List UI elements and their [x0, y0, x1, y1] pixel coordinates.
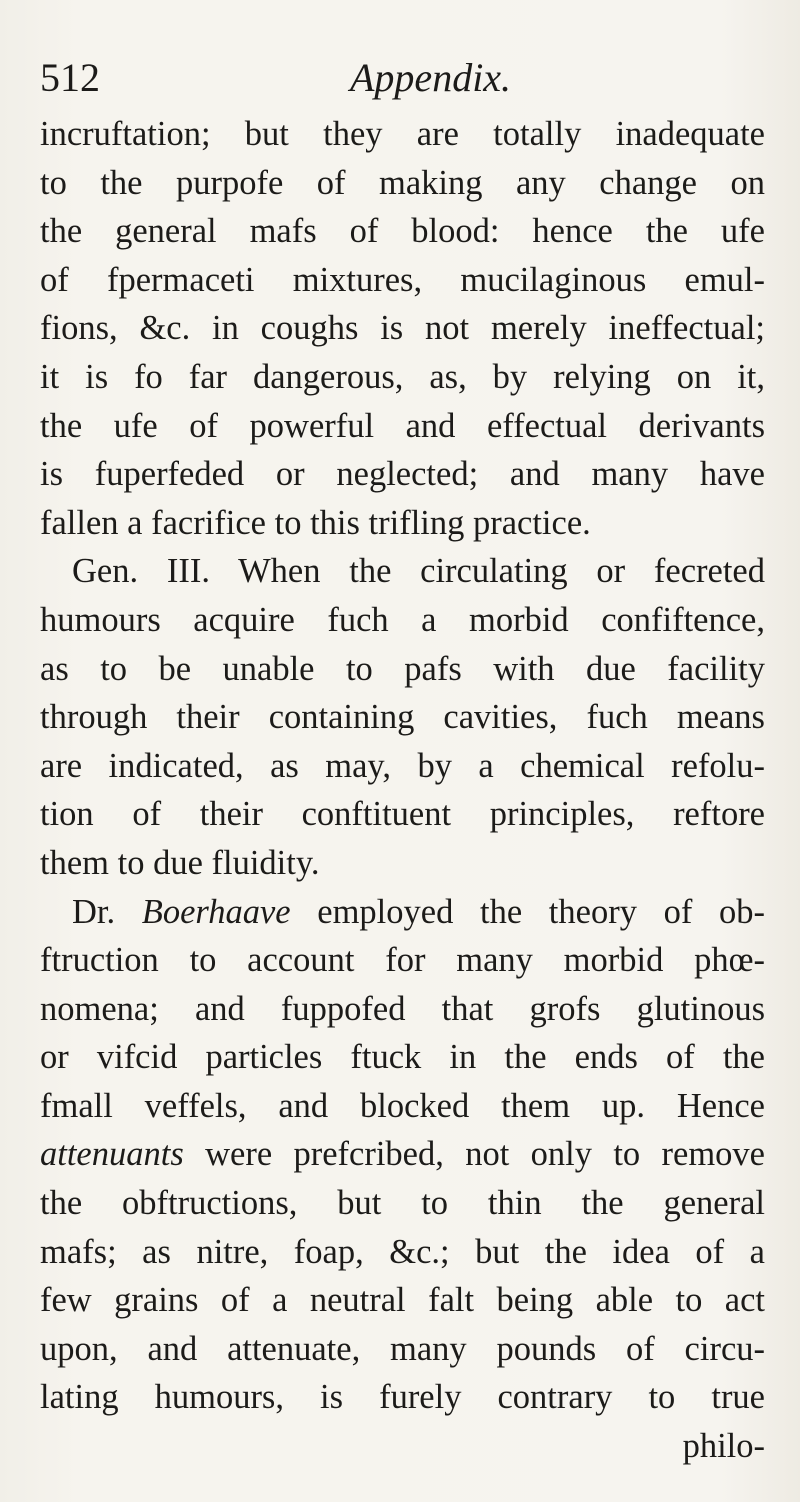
- text-line-8: is fuperfeded or neglected; and many have: [40, 455, 765, 494]
- text-line-12: as to be unable to pafs with due facility: [40, 649, 765, 688]
- text-line-7: the ufe of powerful and effectual derivants: [40, 406, 765, 445]
- text-line-22: [40, 1130, 765, 1179]
- text-line-17-italic: Boerhaave: [141, 892, 291, 931]
- page-number: 512: [40, 55, 100, 100]
- text-line-22-post: were prefcribed, not only to remove: [183, 1135, 765, 1174]
- text-line-9: fallen a facrifice to this trifling practice.: [40, 503, 591, 542]
- text-line-19: nomena; and fuppofed that grofs glutinous: [40, 989, 765, 1028]
- body-text: [40, 110, 765, 1471]
- text-line-17: [40, 888, 765, 937]
- page-header: [40, 52, 760, 104]
- text-line-6: it is fo far dangerous, as, by relying on it,: [40, 357, 765, 396]
- text-line-20: or vifcid particles ftuck in the ends of the: [40, 1038, 765, 1077]
- text-line-11: humours acquire fuch a morbid confiftence,: [40, 600, 765, 639]
- text-line-5: fions, &c. in coughs is not merely ineffectual;: [40, 309, 765, 348]
- text-line-17-pre: Dr.: [72, 892, 142, 931]
- text-line-23: the obftructions, but to thin the general: [40, 1184, 765, 1223]
- text-line-2: to the purpofe of making any change on: [40, 163, 765, 202]
- text-line-3: the general mafs of blood: hence the ufe: [40, 212, 765, 251]
- text-line-17-post: employed the theory of ob-: [290, 892, 766, 931]
- text-line-13: through their containing cavities, fuch means: [40, 698, 765, 737]
- text-line-22-italic: attenuants: [40, 1135, 184, 1174]
- text-line-16: them to due fluidity.: [40, 843, 320, 882]
- text-line-4: of fpermaceti mixtures, mucilaginous emul-: [40, 260, 765, 299]
- text-line-18: ftruction to account for many morbid phœ-: [40, 941, 765, 980]
- text-line-28: philo-: [682, 1427, 765, 1466]
- text-line-27: lating humours, is furely contrary to true: [40, 1378, 765, 1417]
- running-head: Appendix.: [350, 55, 512, 100]
- text-line-26: upon, and attenuate, many pounds of circu-: [40, 1329, 765, 1368]
- text-line-10: Gen. III. When the circulating or fecreted: [72, 552, 765, 591]
- text-line-21: fmall veffels, and blocked them up. Hence: [40, 1086, 765, 1125]
- text-line-25: few grains of a neutral falt being able to act: [40, 1281, 765, 1320]
- text-line-15: tion of their conftituent principles, reftore: [40, 795, 765, 834]
- text-line-14: are indicated, as may, by a chemical refolu-: [40, 746, 765, 785]
- text-line-24: mafs; as nitre, foap, &c.; but the idea of a: [40, 1232, 765, 1271]
- text-line-1: incruftation; but they are totally inadequate: [40, 115, 765, 153]
